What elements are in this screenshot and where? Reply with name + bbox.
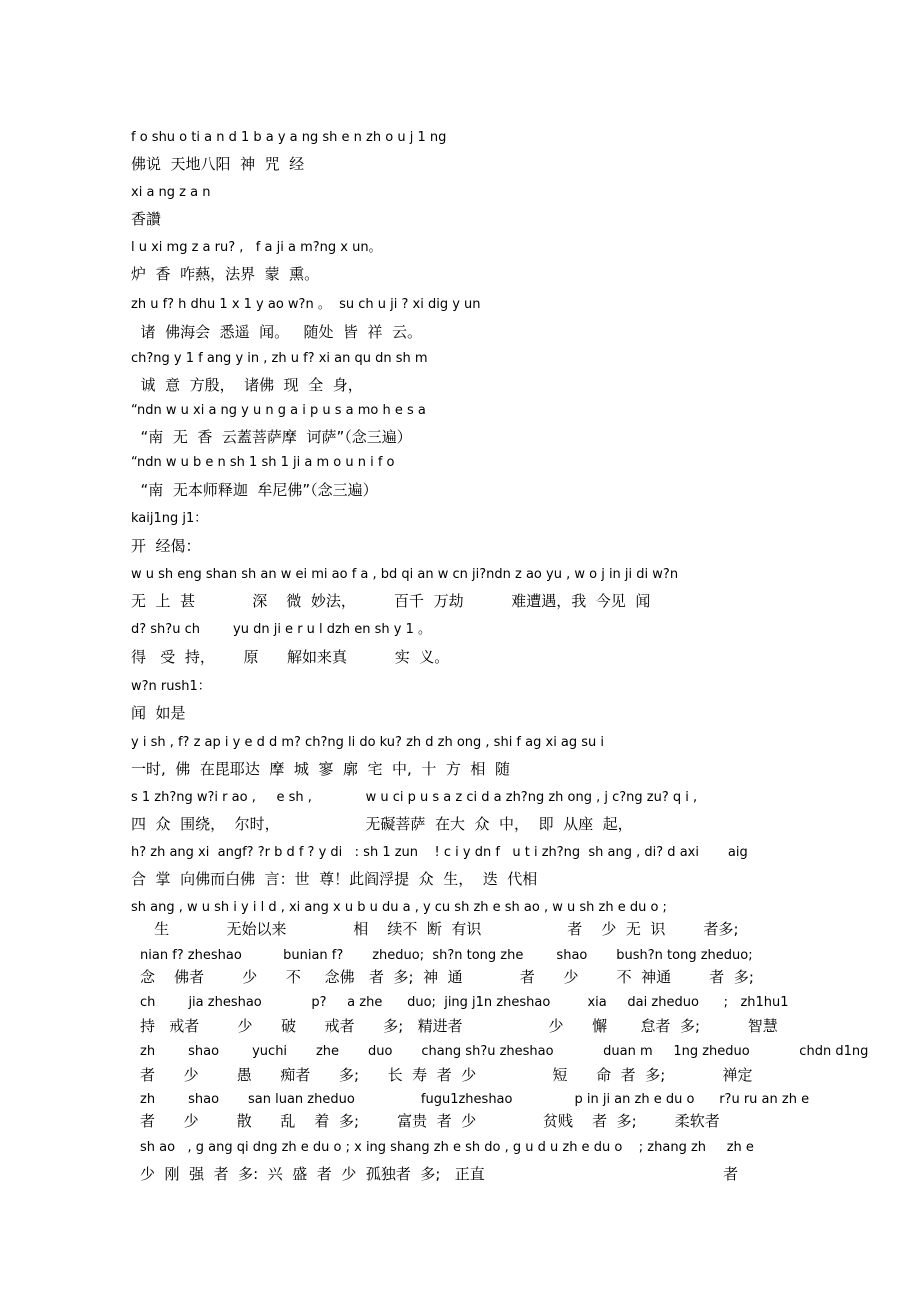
sutra-pinyin: s 1 zh?ng w?i r ao , e sh , w u ci p u s a z ci d a zh?ng zh ong , j c?ng zu? q i , xyxy=(131,790,698,805)
sutra-hanzi: 生 无始以来 相 续不 断 有识 者 少 无 识 者多; xyxy=(140,920,739,938)
verse-pinyin: ch?ng y 1 f ang y in , zh u f? xi an qu dn sh m xyxy=(131,351,428,366)
sutra-pinyin: ch jia zheshao p? a zhe duo; jing j1n zheshao xia dai zheduo ; zh1hu1 xyxy=(140,995,789,1010)
section-heading: 开 经偈： xyxy=(131,537,201,555)
section-heading: 闻 如是 xyxy=(131,704,186,722)
verse-hanzi: 诚 意 方殷， 诸佛 现 全 身， xyxy=(131,376,363,394)
verse-pinyin: w u sh eng shan sh an w ei mi ao f a , bd qi an w cn ji?ndn z ao yu , w o j in ji di w?n xyxy=(131,567,679,582)
sutra-pinyin: sh ang , w u sh i y i l d , xi ang x u b u du a , y cu sh zh e sh ao , w u sh zh e du o ; xyxy=(131,900,667,915)
chant-hanzi: “南 无本师释迦 牟尼佛”（念三遍） xyxy=(131,481,378,499)
chant-hanzi: “南 无 香 云蓋菩萨摩 诃萨”（念三遍） xyxy=(131,428,412,446)
verse-hanzi: 诸 佛海会 悉遥 闻。 随处 皆 祥 云。 xyxy=(131,323,423,341)
sutra-hanzi: 少 刚 强 者 多: 兴 盛 者 少 孤独者 多; 正直 者 xyxy=(140,1165,739,1183)
section-pinyin: kaij1ng j1： xyxy=(131,511,208,526)
section-pinyin: w?n rush1： xyxy=(131,679,211,694)
verse-hanzi: 无 上 甚 深 微 妙法， 百千 万劫 难遭遇，我 今见 闻 xyxy=(131,592,651,610)
verse-hanzi: 炉 香 咋爇，法界 蒙 熏。 xyxy=(131,265,320,283)
sutra-hanzi: 者 少 愚 痴者 多; 长 寿 者 少 短 命 者 多; 禅定 xyxy=(140,1066,753,1084)
section-pinyin: xi a ng z a n xyxy=(131,185,211,200)
verse-pinyin: d? sh?u ch yu dn ji e r u l dzh en sh y 1 。 xyxy=(131,622,431,637)
sutra-pinyin: zh shao yuchi zhe duo chang sh?u zheshao duan m 1ng zheduo chdn d1ng xyxy=(140,1044,869,1059)
sutra-hanzi: 念 佛者 少 不 念佛 者 多; 神 通 者 少 不 神通 者 多; xyxy=(140,968,754,986)
sutra-pinyin: nian f? zheshao bunian f? zheduo; sh?n tong zhe shao bush?n tong zheduo; xyxy=(140,948,753,963)
verse-pinyin: zh u f? h dhu 1 x 1 y ao w?n 。 su ch u ji ? xi dig y un xyxy=(131,297,481,312)
chant-pinyin: “ndn w u b e n sh 1 sh 1 ji a m o u n i f o xyxy=(131,455,395,470)
sutra-hanzi: 一时, 佛 在毘耶达 摩 城 寥 廓 宅 中, 十 方 相 随 xyxy=(131,760,510,778)
sutra-hanzi: 合 掌 向佛而白佛 言：世 尊！此阎浮提 众 生， 迭 代相 xyxy=(131,870,538,888)
verse-hanzi: 得 受 持， 原 解如来真 实 义。 xyxy=(131,648,450,666)
title-hanzi: 佛说 天地八阳 神 咒 经 xyxy=(131,155,305,173)
sutra-hanzi: 者 少 散 乱 着 多; 富贵 者 少 贫贱 者 多; 柔软者 xyxy=(140,1112,720,1130)
sutra-pinyin: sh ao , g ang qi dng zh e du o ; x ing shang zh e sh do , g u d u zh e du o ; zhang zh zh e xyxy=(140,1140,754,1155)
sutra-hanzi: 持 戒者 少 破 戒者 多; 精进者 少 懈 怠者 多; 智慧 xyxy=(140,1017,778,1035)
sutra-hanzi: 四 众 围绕， 尔时， 无礙菩萨 在大 众 中， 即 从座 起， xyxy=(131,815,633,833)
verse-pinyin: l u xi mg z a ru? , f a ji a m?ng x un。 xyxy=(131,240,382,255)
sutra-pinyin: y i sh , f? z ap i y e d d m? ch?ng li do ku? zh d zh ong , shi f ag xi ag su i xyxy=(131,735,605,750)
title-pinyin: f o shu o ti a n d 1 b a y a ng sh e n zh o u j 1 ng xyxy=(131,130,447,145)
sutra-pinyin: h? zh ang xi angf? ?r b d f ? y di : sh 1 zun ! c i y dn f u t i zh?ng sh ang , di? d axi aig xyxy=(131,845,748,860)
section-heading: 香讚 xyxy=(131,210,162,228)
sutra-pinyin: zh shao san luan zheduo fugu1zheshao p in ji an zh e du o r?u ru an zh e xyxy=(140,1092,810,1107)
chant-pinyin: “ndn w u xi a ng y u n g a i p u s a mo h e s a xyxy=(131,403,426,418)
